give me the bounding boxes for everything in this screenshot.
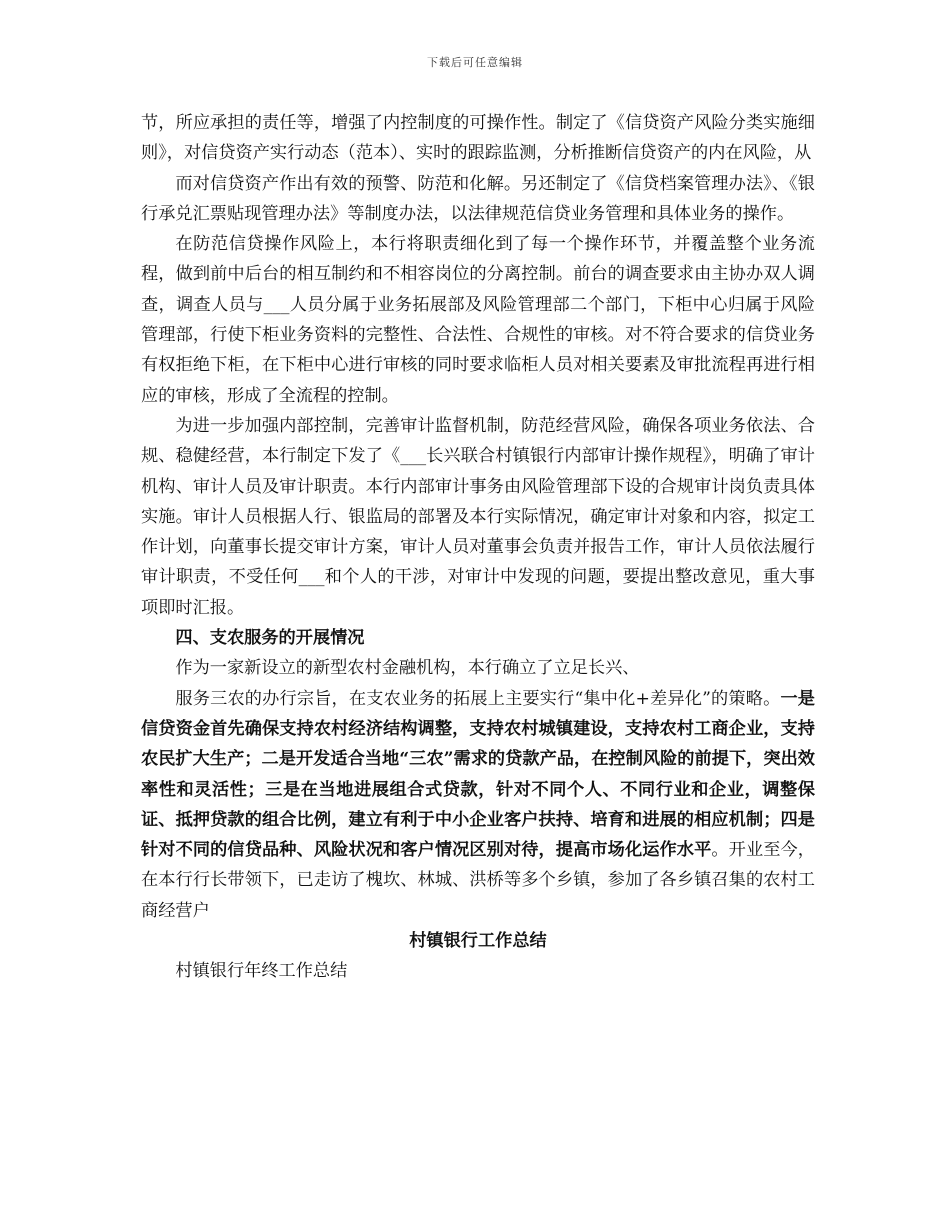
strategy-intro-text: 服务三农的办行宗旨，在支农业务的拓展上主要实行“集中化+差异化”的策略。 (175, 688, 781, 709)
strategy-bold-text: 一是信贷资金首先确保支持农村经济结构调整，支持农村城镇建设，支持农村工商企业，支持农民扩大生产；二是开发适合当地“三农”需求的贷款产品，在控制风险的前提下，突出效率性和灵活性；三是在当地进展组合式贷款，针对不同个人、不同行业和企业，调整保证、抵押贷款的组合比例，建立有利于中小企业客户扶持、培育和进展的相应机制；四是针对不同的信贷品种、风险状况和客户情况区别对待，提高市场化运作水平 (141, 688, 815, 861)
document-body (141, 108, 815, 987)
paragraph-operation-risk: 在防范信贷操作风险上，本行将职责细化到了每一个操作环节，并覆盖整个业务流程，做到前中后台的相互制约和不相容岗位的分离控制。前台的调查要求由主协办双人调查，调查人员与___人员分属于业务拓展部及风险管理部二个部门，下柜中心归属于风险管理部，行使下柜业务资料的完整性、合法性、合规性的审核。对不符合要求的信贷业务有权拒绝下柜，在下柜中心进行审核的同时要求临柜人员对相关要素及审批流程再进行相应的审核，形成了全流程的控制。 (141, 234, 815, 406)
document-title: 村镇银行工作总结 (409, 931, 547, 952)
paragraph-audit-mechanism: 为进一步加强内部控制，完善审计监督机制，防范经营风险，确保各项业务依法、合规、稳健经营，本行制定下发了《___长兴联合村镇银行内部审计操作规程》，明确了审计机构、审计人员及审计职责。本行内部审计事务由风险管理部下设的合规审计岗负责具体实施。审计人员根据人行、银监局的部署及本行实际情况，确定审计对象和内容，拟定工作计划，向董事长提交审计方案，审计人员对董事会负责并报告工作，审计人员依法履行审计职责，不受任何___和个人的干涉，对审计中发现的问题，要提出整改意见，重大事项即时汇报。 (141, 415, 815, 618)
closing-line: 村镇银行年终工作总结 (175, 961, 348, 982)
page-header: 下载后可任意编辑 (427, 56, 523, 69)
paragraph-credit-warning: 而对信贷资产作出有效的预警、防范和化解。另还制定了《信贷档案管理办法》、《银行承兑汇票贴现管理办法》等制度办法，以法律规范信贷业务管理和具体业务的操作。 (141, 173, 815, 224)
paragraph-strategy (141, 684, 815, 926)
section-heading-agricultural-service: 四、支农服务的开展情况 (175, 628, 365, 649)
paragraph-new-institution: 作为一家新设立的新型农村金融机构，本行确立了立足长兴、 (175, 658, 640, 679)
strategy-outro-text: 。开业至今，在本行行长带领下，已走访了槐坎、林城、洪桥等多个乡镇，参加了各乡镇召集的农村工商经营户 (141, 840, 815, 921)
paragraph-internal-control-continued: 节，所应承担的责任等，增强了内控制度的可操作性。制定了《信贷资产风险分类实施细则》，对信贷资产实行动态（范本）、实时的跟踪监测，分析推断信贷资产的内在风险，从 (141, 113, 815, 164)
